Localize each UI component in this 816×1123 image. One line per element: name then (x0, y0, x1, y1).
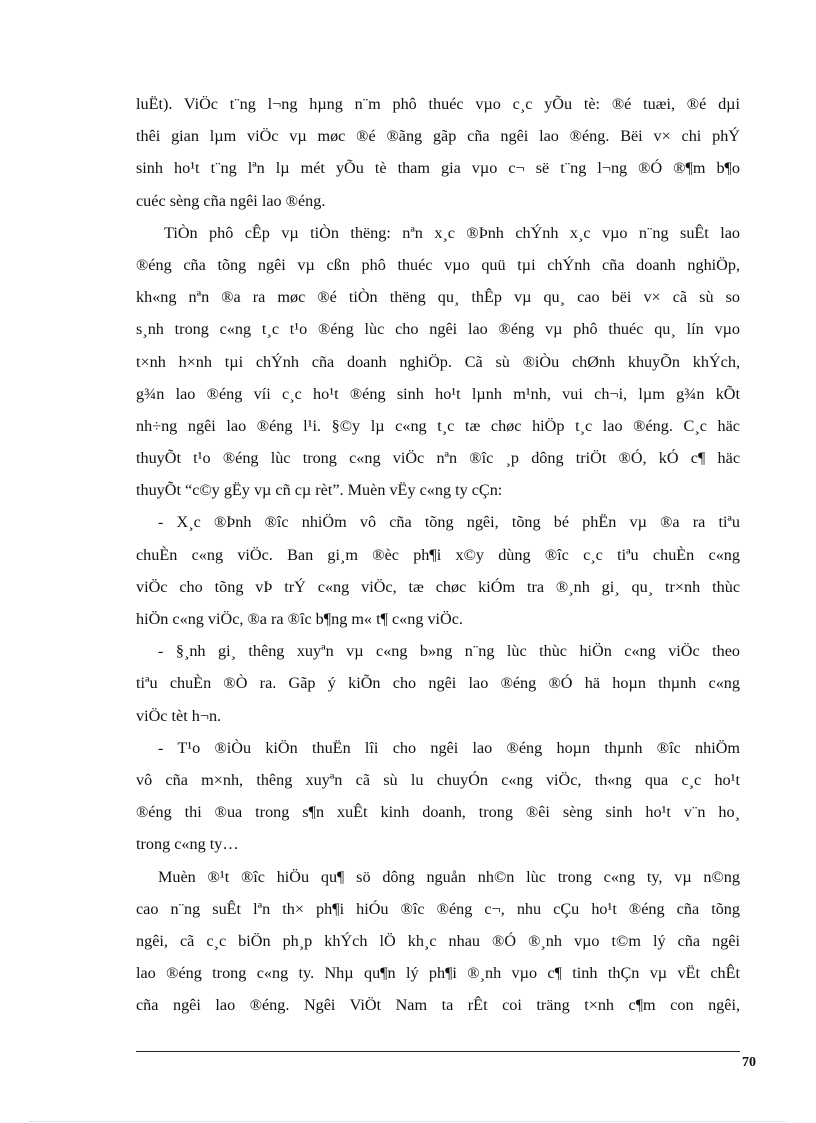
text-line: cuéc sèng cña ngêi lao ®éng. (136, 191, 326, 210)
text-line: thuyÕt “c©y gËy vµ cñ cµ rèt”. Muèn vËy c«ng ty cÇn: (136, 481, 503, 500)
footer-rule (136, 1051, 740, 1052)
text-line: nh÷ng ngêi lao ®éng l¹i. §©y lµ c«ng t¸c tæ chøc hiÖp t¸c lao ®éng. C¸c häc (136, 416, 740, 435)
text-line: viÖc cho tõng vÞ trÝ c«ng viÖc, tæ chøc kiÓm tra ®¸nh gi¸ qu¸ tr×nh thùc (136, 577, 740, 596)
text-line: TiÒn phô cÊp vµ tiÒn thëng: nªn x¸c ®Þnh chÝnh x¸c vµo n¨ng suÊt lao (164, 223, 740, 242)
text-line: viÖc tèt h¬n. (136, 706, 222, 725)
page-number: 70 (742, 1055, 756, 1070)
text-line: vô cña m×nh, thêng xuyªn cã sù lu chuyÓn c«ng viÖc, th«ng qua c¸c ho¹t (136, 770, 740, 789)
text-line: ®éng cña tõng ngêi vµ cßn phô thuéc vµo quü tµi chÝnh cña doanh nghiÖp, (136, 255, 740, 274)
text-line: sinh ho¹t t¨ng lªn lµ mét yÕu tè tham gia vµo c¬ së t¨ng l¬ng ®Ó ®¶m b¶o (136, 159, 740, 178)
list-item-line: - X¸c ®Þnh ®îc nhiÖm vô cña tõng ngêi, tõng bé phËn vµ ®a ra tiªu (158, 513, 740, 532)
text-line: trong c«ng ty… (136, 835, 239, 854)
text-line: thêi gian lµm viÖc vµ møc ®é ®ãng gãp cña ngêi lao ®éng. Bëi v× chi phÝ (136, 127, 740, 146)
text-line: ngêi, cã c¸c biÖn ph¸p khÝch lÖ kh¸c nhau ®Ó ®¸nh vµo t©m lý cña ngêi (136, 931, 740, 950)
text-line: g¾n lao ®éng víi c¸c ho¹t ®éng sinh ho¹t lµnh m¹nh, vui ch¬i, lµm g¾n kÕt (136, 384, 740, 403)
list-item-line: - §¸nh gi¸ thêng xuyªn vµ c«ng b»ng n¨ng lùc thùc hiÖn c«ng viÖc theo (158, 642, 740, 661)
text-line: luËt). ViÖc t¨ng l¬ng hµng n¨m phô thuéc vµo c¸c yÕu tè: ®é tuæi, ®é dµi (136, 95, 740, 113)
text-line: t×nh h×nh tµi chÝnh cña doanh nghiÖp. Cã sù ®iÒu chØnh khuyÕn khÝch, (136, 352, 740, 371)
text-line: cña ngêi lao ®éng. Ngêi ViÖt Nam ta rÊt coi träng t×nh c¶m con ngêi, (136, 996, 740, 1015)
text-line: Muèn ®¹t ®îc hiÖu qu¶ sö dông nguån nh©n lùc trong c«ng ty, vµ n©ng (158, 867, 740, 886)
text-line: tiªu chuÈn ®Ò ra. Gãp ý kiÕn cho ngêi lao ®éng ®Ó hä hoµn thµnh c«ng (136, 674, 740, 693)
text-line: kh«ng nªn ®a ra møc ®é tiÒn thëng qu¸ thÊp vµ qu¸ cao bëi v× cã sù so (136, 288, 740, 307)
text-line: hiÖn c«ng viÖc, ®a ra ®îc b¶ng m« t¶ c«ng viÖc. (136, 610, 463, 628)
text-line: ®éng thi ®ua trong s¶n xuÊt kinh doanh, trong ®êi sèng sinh ho¹t v¨n ho¸ (136, 803, 740, 822)
page-edge-dotted-line (30, 1121, 786, 1122)
text-line: lao ®éng trong c«ng ty. Nhµ qu¶n lý ph¶i ®¸nh vµo c¶ tinh thÇn vµ vËt chÊt (136, 964, 740, 983)
text-line: cao n¨ng suÊt lªn th× ph¶i hiÓu ®îc ®éng c¬, nhu cÇu ho¹t ®éng cña tõng (136, 899, 740, 918)
text-line: s¸nh trong c«ng t¸c t¹o ®éng lùc cho ngêi lao ®éng vµ phô thuéc qu¸ lín vµo (136, 320, 740, 339)
text-line: chuÈn c«ng viÖc. Ban gi¸m ®èc ph¶i x©y dùng ®îc c¸c tiªu chuÈn c«ng (136, 545, 740, 564)
body-text (136, 88, 740, 1021)
text-line: thuyÕt t¹o ®éng lùc trong c«ng viÖc nªn ®îc ¸p dông triÖt ®Ó, kÓ c¶ häc (136, 449, 740, 468)
list-item-line: - T¹o ®iÒu kiÖn thuËn lîi cho ngêi lao ®éng hoµn thµnh ®îc nhiÖm (158, 738, 740, 757)
